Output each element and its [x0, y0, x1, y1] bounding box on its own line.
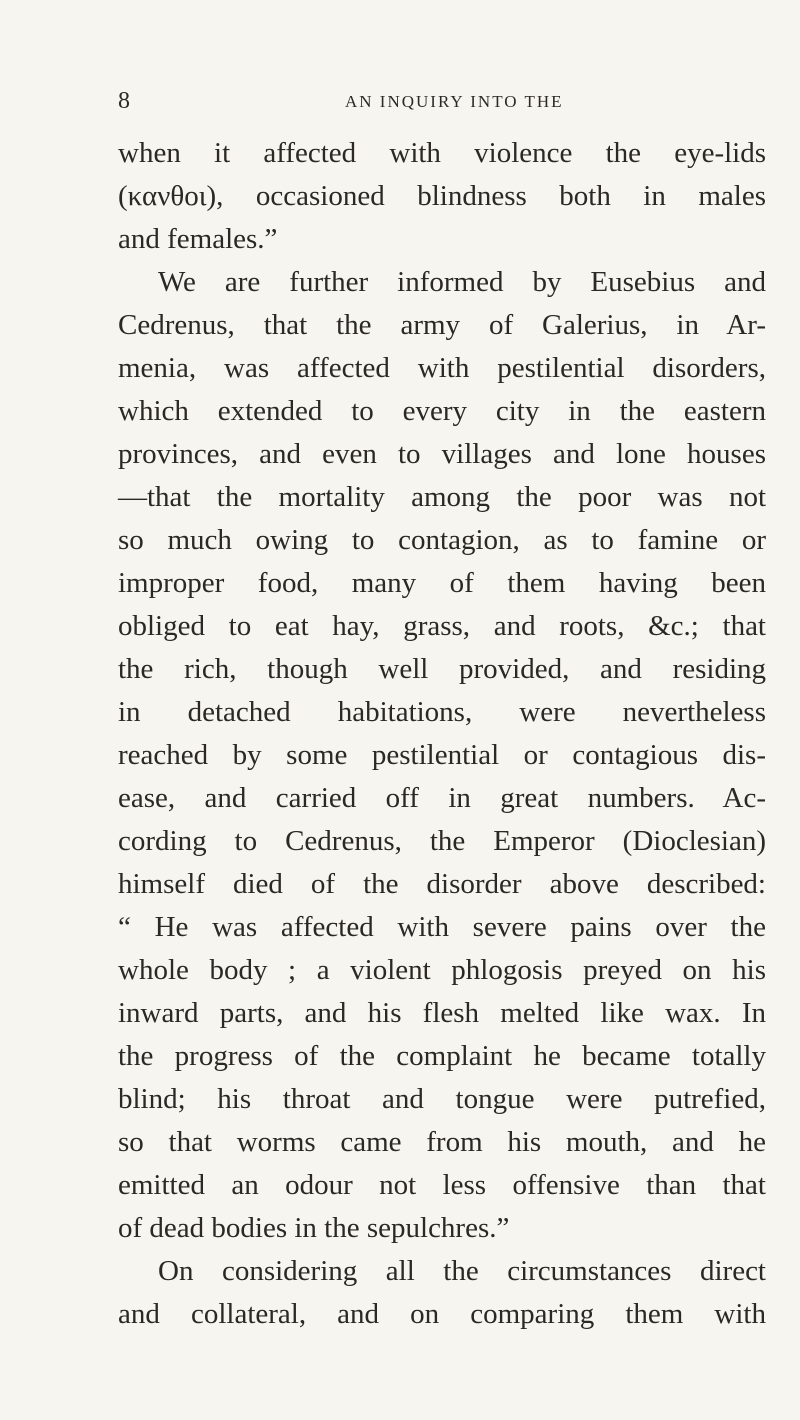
text-line: emitted an odour not less offensive than that — [118, 1169, 766, 1201]
text-line: which extended to every city in the eastern — [118, 395, 766, 427]
text-line: blind; his throat and tongue were putrefied, — [118, 1083, 766, 1115]
text-line: obliged to eat hay, grass, and roots, &c.; that — [118, 610, 766, 642]
paragraph-1 — [118, 132, 766, 261]
text-line: when it affected with violence the eye-lids — [118, 137, 766, 169]
page-number: 8 — [118, 88, 130, 114]
text-line: whole body ; a violent phlogosis preyed on his — [118, 954, 766, 986]
text-line: On considering all the circumstances direct — [158, 1255, 766, 1287]
text-line: the rich, though well provided, and residing — [118, 653, 766, 685]
text-line: Cedrenus, that the army of Galerius, in Ar- — [118, 309, 766, 341]
text-line: himself died of the disorder above described: — [118, 868, 766, 900]
running-title: AN INQUIRY INTO THE — [345, 92, 564, 111]
text-line: provinces, and even to villages and lone houses — [118, 438, 766, 470]
text-line: improper food, many of them having been — [118, 567, 766, 599]
paragraph-2 — [118, 261, 766, 1250]
text-line: so that worms came from his mouth, and he — [118, 1126, 766, 1158]
text-line: We are further informed by Eusebius and — [158, 266, 766, 298]
text-line: the progress of the complaint he became totally — [118, 1040, 766, 1072]
text-line: and collateral, and on comparing them with — [118, 1298, 766, 1330]
page-header — [0, 88, 800, 118]
text-line: (κανθοι), occasioned blindness both in males — [118, 180, 766, 212]
text-line: —that the mortality among the poor was not — [118, 481, 766, 513]
text-line: in detached habitations, were nevertheless — [118, 696, 766, 728]
text-line: ease, and carried off in great numbers. Ac- — [118, 782, 766, 814]
text-line: reached by some pestilential or contagious dis- — [118, 739, 766, 771]
text-line: “ He was affected with severe pains over the — [118, 911, 766, 943]
text-line: and females.” — [118, 223, 278, 255]
text-line: so much owing to contagion, as to famine or — [118, 524, 766, 556]
body-text — [118, 132, 766, 1336]
text-line: of dead bodies in the sepulchres.” — [118, 1212, 510, 1244]
text-line: cording to Cedrenus, the Emperor (Dioclesian) — [118, 825, 766, 857]
text-line: inward parts, and his flesh melted like wax. In — [118, 997, 766, 1029]
paragraph-3 — [118, 1250, 766, 1336]
text-line: menia, was affected with pestilential disorders, — [118, 352, 766, 384]
